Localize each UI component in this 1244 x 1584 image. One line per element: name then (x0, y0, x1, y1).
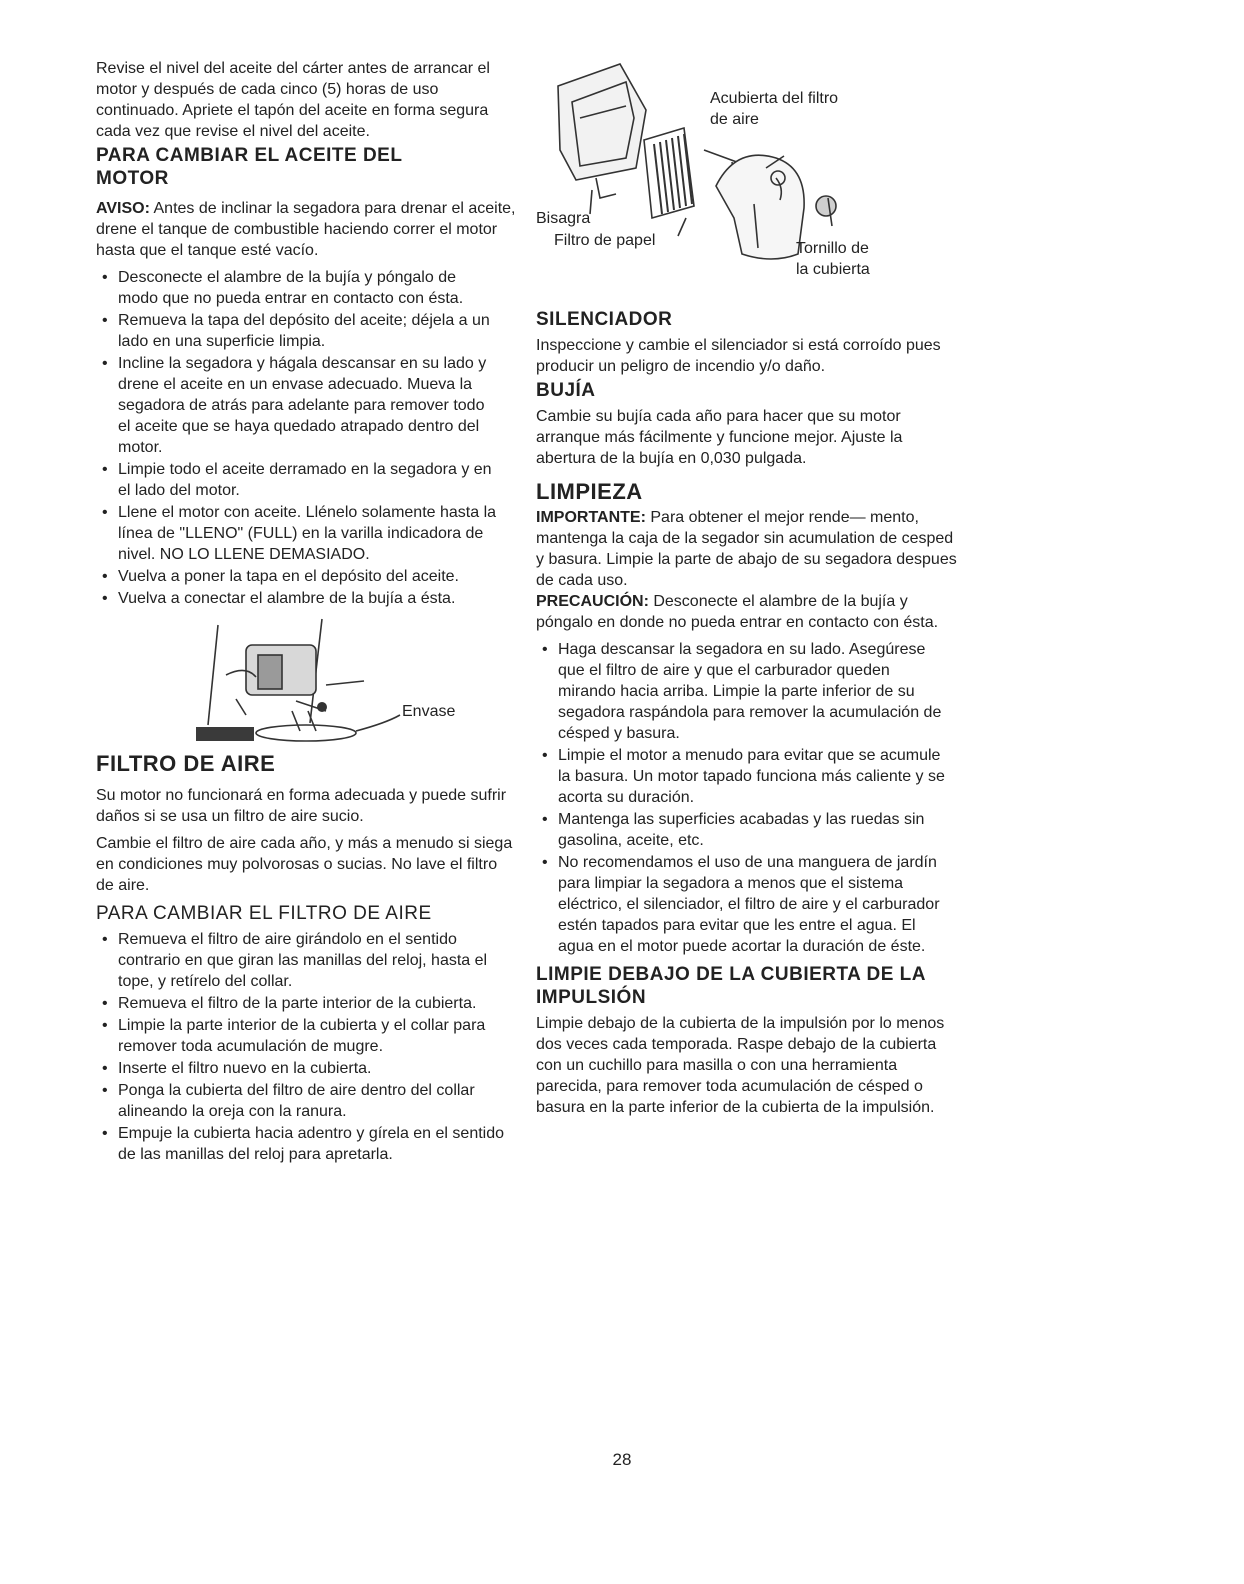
oil-notice (96, 198, 516, 261)
list-item: • Remueva el filtro de la parte interior de la cubierta. (96, 993, 512, 1014)
air-filter-p1: Su motor no funcionará en forma adecuada y puede sufrir daños si se usa un filtro de aire sucio. (96, 787, 507, 825)
list-item: • Incline la segadora y hágala descansar en su lado y drene el aceite en un envase adecuado. Mueva la segadora de atrás para adelante para remover todo el aceite que se haya quedado atrapado dentro del motor. (96, 353, 498, 458)
air-filter-figure (536, 58, 964, 308)
important-note (536, 507, 964, 591)
spark-plug-text: Cambie su bujía cada año para hacer que su motor arranque más fácilmente y funcione mejor. Ajuste la abertura de la bujía en 0,030 pulgada. (536, 408, 903, 467)
cleaning-heading: LIMPIEZA (536, 479, 643, 504)
underside-text: Limpie debajo de la cubierta de la impulsión por lo menos dos veces cada temporada. Raspe debajo de la cubierta con un cuchillo para masilla o con una herramienta parecida, para remover toda acumulación de césped o basura en la parte inferior de la cubierta de la impulsión. (536, 1015, 945, 1116)
list-item: • Limpie el motor a menudo para evitar que se acumule la basura. Un motor tapado funciona más caliente y se acorta su duración. (536, 745, 948, 808)
list-item: • Ponga la cubierta del filtro de aire dentro del collar alineando la oreja con la ranura. (96, 1080, 512, 1122)
air-filter-p2: Cambie el filtro de aire cada año, y más a menudo si siega en condiciones muy polvorosas o sucias. No lave el filtro de aire. (96, 835, 513, 894)
mower-tilted-illustration (96, 615, 496, 745)
air-filter-steps (96, 929, 512, 1165)
page-number: 28 (612, 1450, 632, 1469)
caution-note (536, 591, 964, 633)
left-column (96, 58, 516, 1171)
list-item: • Haga descansar la segadora en su lado. Asegúrese que el filtro de aire y que el carburador queden mirando hacia arriba. Limpie la parte inferior de su segadora raspándola para remover la acumulación de césped y basura. (536, 639, 948, 744)
list-item: • No recomendamos el uso de una manguera de jardín para limpiar la segadora a menos que el sistema eléctrico, el silenciador, el filtro de aire y el carburador estén tapados para evitar que les entre el agua. El agua en el motor puede acortar la duración de éste. (536, 852, 948, 957)
oil-notice-text: Antes de inclinar la segadora para drenar el aceite, drene el tanque de combustible haciendo correr el motor hasta que el tanque esté vacío. (96, 200, 516, 259)
list-item: • Vuelva a poner la tapa en el depósito del aceite. (96, 566, 498, 587)
paper-filter-label: Filtro de papel (554, 232, 656, 249)
oil-check-intro: Revise el nivel del aceite del cárter antes de arrancar el motor y después de cada cinco (5) horas de uso continuado. Apriete el tapón del aceite en forma segura cada vez que revise el nivel del aceite. (96, 60, 490, 140)
list-item: • Vuelva a conectar el alambre de la bujía a ésta. (96, 588, 498, 609)
list-item: • Mantenga las superficies acabadas y las ruedas sin gasolina, aceite, etc. (536, 809, 948, 851)
important-text: Para obtener el mejor rende— mento, mantenga la caja de la segador sin acumulation de cesped y basura. Limpie la parte de abajo de su segadora despues de cada uso. (536, 509, 957, 589)
underside-heading: LIMPIE DEBAJO DE LA CUBIERTA DE LA IMPULSIÓN (536, 964, 926, 1008)
muffler-text: Inspeccione y cambie el silenciador si está corroído pues producir un peligro de incendio y/o daño. (536, 337, 941, 375)
oil-change-steps (96, 267, 498, 609)
cleaning-steps (536, 639, 948, 957)
list-item: • Desconecte el alambre de la bujía y póngalo de modo que no pueda entrar en contacto con ésta. (96, 267, 498, 309)
oil-drain-figure (96, 615, 496, 745)
caution-text: Desconecte el alambre de la bujía y póngalo en donde no pueda entrar en contacto con ésta. (536, 593, 939, 631)
oil-change-heading: PARA CAMBIAR EL ACEITE DEL MOTOR (96, 145, 403, 189)
important-label: IMPORTANTE: (536, 509, 646, 526)
air-filter-heading: FILTRO DE AIRE (96, 751, 276, 776)
hinge-label: Bisagra (536, 210, 591, 227)
list-item: • Remueva el filtro de aire girándolo en el sentido contrario en que giran las manillas del reloj, hasta el tope, y retírelo del collar. (96, 929, 512, 992)
list-item: • Limpie la parte interior de la cubierta y el collar para remover toda acumulación de mugre. (96, 1015, 512, 1057)
list-item: • Limpie todo el aceite derramado en la segadora y en el lado del motor. (96, 459, 498, 501)
muffler-heading: SILENCIADOR (536, 309, 673, 330)
container-label: Envase (402, 703, 456, 720)
caution-label: PRECAUCIÓN: (536, 593, 649, 610)
list-item: • Remueva la tapa del depósito del aceite; déjela a un lado en una superficie limpia. (96, 310, 498, 352)
list-item: • Llene el motor con aceite. Llénelo solamente hasta la línea de "LLENO" (FULL) en la varilla indicadora de nivel. NO LO LLENE DEMASIADO. (96, 502, 498, 565)
list-item: • Inserte el filtro nuevo en la cubierta. (96, 1058, 512, 1079)
oil-notice-label: AVISO: (96, 200, 150, 217)
list-item: • Empuje la cubierta hacia adentro y gírela en el sentido de las manillas del reloj para apretarla. (96, 1123, 512, 1165)
cover-label: Acubierta del filtro de aire (710, 90, 839, 128)
spark-plug-heading: BUJÍA (536, 380, 596, 401)
right-column (536, 58, 964, 1124)
cover-screw-label: Tornillo de la cubierta (796, 240, 870, 278)
change-air-filter-heading: PARA CAMBIAR EL FILTRO DE AIRE (96, 903, 432, 924)
